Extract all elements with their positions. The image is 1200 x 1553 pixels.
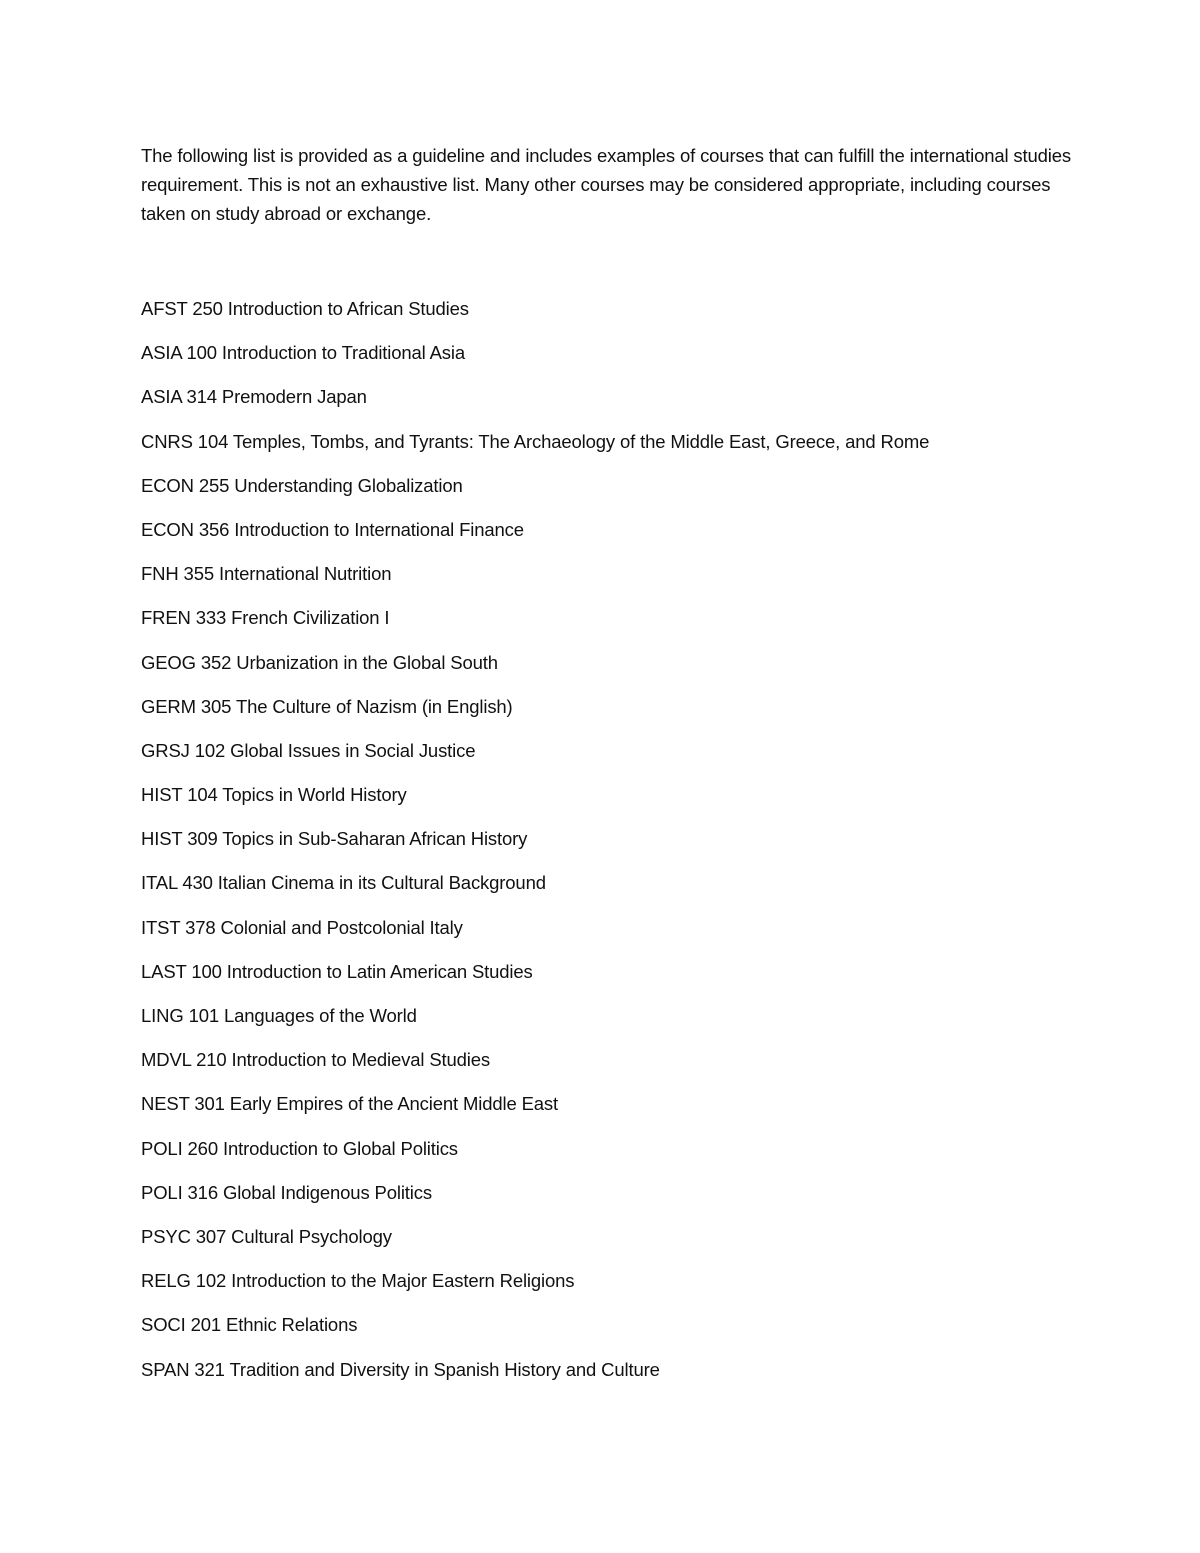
- course-item: AFST 250 Introduction to African Studies: [141, 298, 469, 319]
- course-item: POLI 316 Global Indigenous Politics: [141, 1181, 432, 1203]
- course-item: HIST 104 Topics in World History: [141, 784, 407, 806]
- course-item: ECON 356 Introduction to International Finance: [141, 518, 524, 540]
- course-item: ASIA 100 Introduction to Traditional Asia: [141, 342, 465, 364]
- course-item: CNRS 104 Temples, Tombs, and Tyrants: The Archaeology of the Middle East, Greece, and Rome: [141, 430, 930, 452]
- course-item: GERM 305 The Culture of Nazism (in English): [141, 695, 513, 717]
- course-item: FNH 355 International Nutrition: [141, 563, 392, 585]
- course-item: ECON 255 Understanding Globalization: [141, 474, 463, 496]
- course-item: RELG 102 Introduction to the Major Eastern Religions: [141, 1270, 575, 1292]
- course-item: ITST 378 Colonial and Postcolonial Italy: [141, 916, 463, 938]
- course-item: NEST 301 Early Empires of the Ancient Middle East: [141, 1093, 558, 1115]
- course-item: GEOG 352 Urbanization in the Global South: [141, 651, 498, 673]
- course-item: MDVL 210 Introduction to Medieval Studies: [141, 1049, 490, 1071]
- course-item: ASIA 314 Premodern Japan: [141, 386, 367, 408]
- course-item: SOCI 201 Ethnic Relations: [141, 1314, 358, 1336]
- course-item: LING 101 Languages of the World: [141, 1005, 417, 1026]
- course-item: PSYC 307 Cultural Psychology: [141, 1225, 392, 1247]
- course-item: ITAL 430 Italian Cinema in its Cultural Background: [141, 872, 546, 894]
- course-item: POLI 260 Introduction to Global Politics: [141, 1137, 458, 1159]
- course-item: FREN 333 French Civilization I: [141, 607, 390, 629]
- course-list: [141, 295, 1101, 1400]
- course-item: GRSJ 102 Global Issues in Social Justice: [141, 739, 476, 761]
- course-item: HIST 309 Topics in Sub-Saharan African History: [141, 828, 528, 850]
- course-item: SPAN 321 Tradition and Diversity in Spanish History and Culture: [141, 1358, 660, 1380]
- intro-paragraph: The following list is provided as a guideline and includes examples of courses that can fulfill the international studies requirement. This is not an exhaustive list. Many other courses may be considered appropriate, including courses taken on study abroad or exchange.: [141, 145, 1072, 224]
- course-item: LAST 100 Introduction to Latin American Studies: [141, 960, 533, 982]
